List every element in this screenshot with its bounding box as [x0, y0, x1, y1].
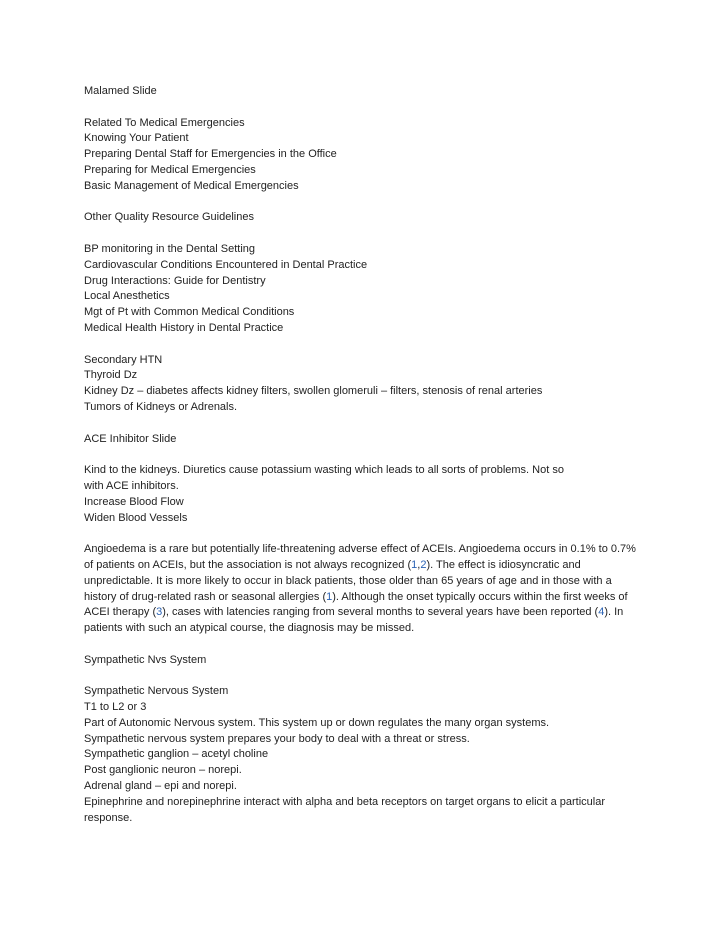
guideline-item: Cardiovascular Conditions Encountered in Dental Practice [84, 258, 368, 271]
guideline-item: Drug Interactions: Guide for Dentistry [84, 274, 266, 287]
ace-text-line: with ACE inhibitors. [84, 479, 179, 492]
angioedema-text: ). In patients with such an atypical course, the diagnosis may be missed. [84, 606, 624, 635]
sympathetic-item: Sympathetic nervous system prepares your body to deal with a threat or stress. [84, 732, 470, 745]
secondary-htn-item: Tumors of Kidneys or Adrenals. [84, 400, 238, 413]
spacer [84, 447, 644, 463]
citation-link[interactable]: 3 [156, 606, 163, 619]
spacer [84, 100, 644, 116]
ace-item: Increase Blood Flow [84, 495, 184, 508]
citation-link[interactable]: 1 [326, 590, 333, 603]
document-body [84, 84, 644, 826]
sympathetic-item: Adrenal gland – epi and norepi. [84, 780, 237, 793]
related-item: Basic Management of Medical Emergencies [84, 179, 299, 192]
spacer [84, 195, 644, 211]
spacer [84, 637, 644, 653]
sympathetic-heading: Sympathetic Nvs System [84, 653, 207, 666]
angioedema-text: ). Although the onset typically occurs within the first weeks of ACEI therapy ( [84, 590, 628, 619]
spacer [84, 668, 644, 684]
secondary-htn-heading: Secondary HTN [84, 353, 163, 366]
guideline-item: Local Anesthetics [84, 290, 170, 303]
spacer [84, 416, 644, 432]
citation-link[interactable]: 2 [420, 558, 427, 571]
ace-inhibitor-heading: ACE Inhibitor Slide [84, 432, 177, 445]
sympathetic-item: T1 to L2 or 3 [84, 701, 147, 714]
related-item: Preparing for Medical Emergencies [84, 163, 256, 176]
guideline-item: Medical Health History in Dental Practice [84, 321, 284, 334]
ace-text-line: Kind to the kidneys. Diuretics cause potassium wasting which leads to all sorts of problems. Not so [84, 464, 564, 477]
guideline-item: BP monitoring in the Dental Setting [84, 242, 256, 255]
citation-separator: , [417, 558, 421, 571]
angioedema-paragraph [84, 542, 644, 637]
other-guidelines-heading: Other Quality Resource Guidelines [84, 211, 254, 224]
guideline-item: Mgt of Pt with Common Medical Conditions [84, 306, 295, 319]
secondary-htn-item: Thyroid Dz [84, 369, 138, 382]
angioedema-text: ). The effect is idiosyncratic and unpredictable. It is more likely to occur in black patients, those older than 65 years of age and in those with a history of drug-related rash or seasonal allergies ( [84, 558, 612, 603]
angioedema-text: Angioedema is a rare but potentially life-threatening adverse effect of ACEIs. Angioedema occurs in 0.1% to 0.7% of patients on ACEIs, but the association is not always recognized ( [84, 543, 636, 571]
secondary-htn-item: Kidney Dz – diabetes affects kidney filters, swollen glomeruli – filters, stenosis of renal arteries [84, 385, 543, 398]
spacer [84, 526, 644, 542]
epinephrine-paragraph: Epinephrine and norepinephrine interact with alpha and beta receptors on target organs to elicit a particular response. [84, 795, 605, 824]
related-heading: Related To Medical Emergencies [84, 116, 245, 129]
citation-link[interactable]: 4 [598, 606, 605, 619]
citation-link[interactable]: 1 [411, 558, 418, 571]
spacer [84, 337, 644, 353]
related-item: Knowing Your Patient [84, 132, 189, 145]
sympathetic-item: Sympathetic ganglion – acetyl choline [84, 748, 269, 761]
spacer [84, 226, 644, 242]
sympathetic-item: Part of Autonomic Nervous system. This system up or down regulates the many organ systems. [84, 716, 550, 729]
sympathetic-item: Sympathetic Nervous System [84, 685, 229, 698]
malamed-slide-heading: Malamed Slide [84, 85, 157, 97]
related-item: Preparing Dental Staff for Emergencies in the Office [84, 148, 337, 161]
ace-item: Widen Blood Vessels [84, 511, 188, 524]
sympathetic-item: Post ganglionic neuron – norepi. [84, 764, 242, 777]
angioedema-text: ), cases with latencies ranging from several months to several years have been reported ( [162, 606, 599, 619]
